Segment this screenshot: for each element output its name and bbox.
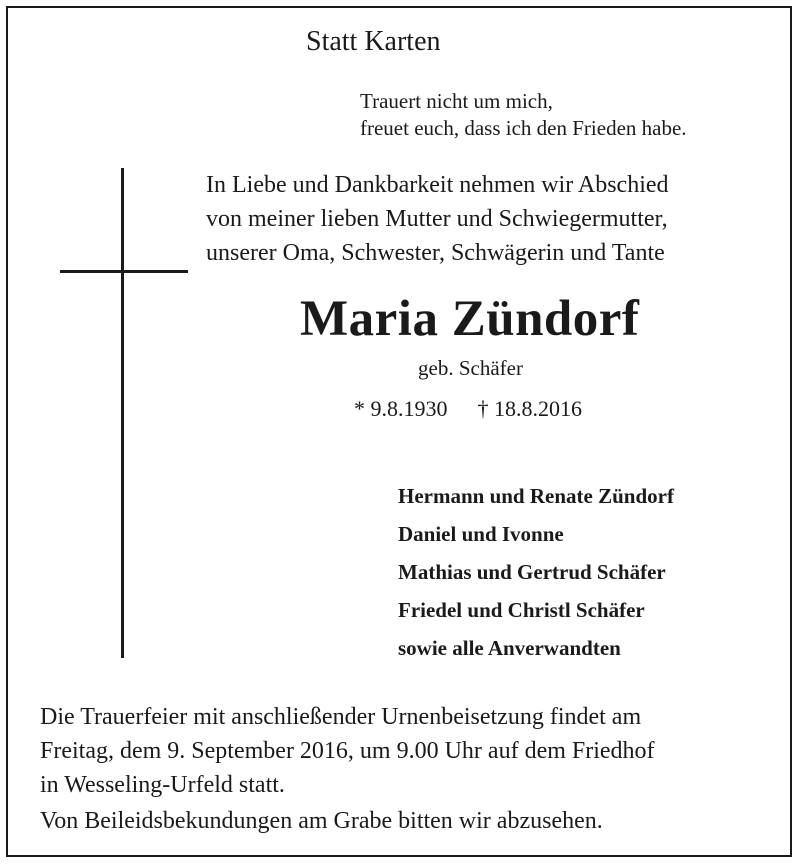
life-dates bbox=[354, 396, 582, 422]
header-title: Statt Karten bbox=[306, 26, 441, 57]
family-member: Hermann und Renate Zündorf bbox=[398, 484, 674, 508]
cross-vertical-bar bbox=[121, 168, 124, 658]
intro-line: In Liebe und Dankbarkeit nehmen wir Abschied bbox=[206, 172, 669, 198]
motto-line: freuet euch, dass ich den Frieden habe. bbox=[360, 116, 687, 140]
intro-text bbox=[206, 168, 669, 270]
closing-note: Von Beileidsbekundungen am Grabe bitten wir abzusehen. bbox=[40, 808, 603, 834]
intro-line: unserer Oma, Schwester, Schwägerin und Tante bbox=[206, 240, 665, 266]
service-info bbox=[40, 700, 655, 802]
service-line: Freitag, dem 9. September 2016, um 9.00 Uhr auf dem Friedhof bbox=[40, 738, 655, 764]
family-list bbox=[398, 478, 674, 668]
motto-line: Trauert nicht um mich, bbox=[360, 89, 553, 113]
family-member: Daniel und Ivonne bbox=[398, 522, 564, 546]
birth-name: geb. Schäfer bbox=[418, 356, 523, 380]
deceased-name: Maria Zündorf bbox=[300, 291, 640, 347]
death-date: † 18.8.2016 bbox=[477, 396, 582, 421]
family-member: Friedel und Christl Schäfer bbox=[398, 598, 645, 622]
motto-quote bbox=[360, 88, 687, 142]
intro-line: von meiner lieben Mutter und Schwiegermutter, bbox=[206, 206, 668, 232]
family-member: sowie alle Anverwandten bbox=[398, 636, 621, 660]
cross-horizontal-bar bbox=[60, 270, 188, 273]
service-line: in Wesseling-Urfeld statt. bbox=[40, 772, 285, 798]
birth-date: * 9.8.1930 bbox=[354, 396, 448, 421]
family-member: Mathias und Gertrud Schäfer bbox=[398, 560, 666, 584]
service-line: Die Trauerfeier mit anschließender Urnenbeisetzung findet am bbox=[40, 704, 642, 730]
